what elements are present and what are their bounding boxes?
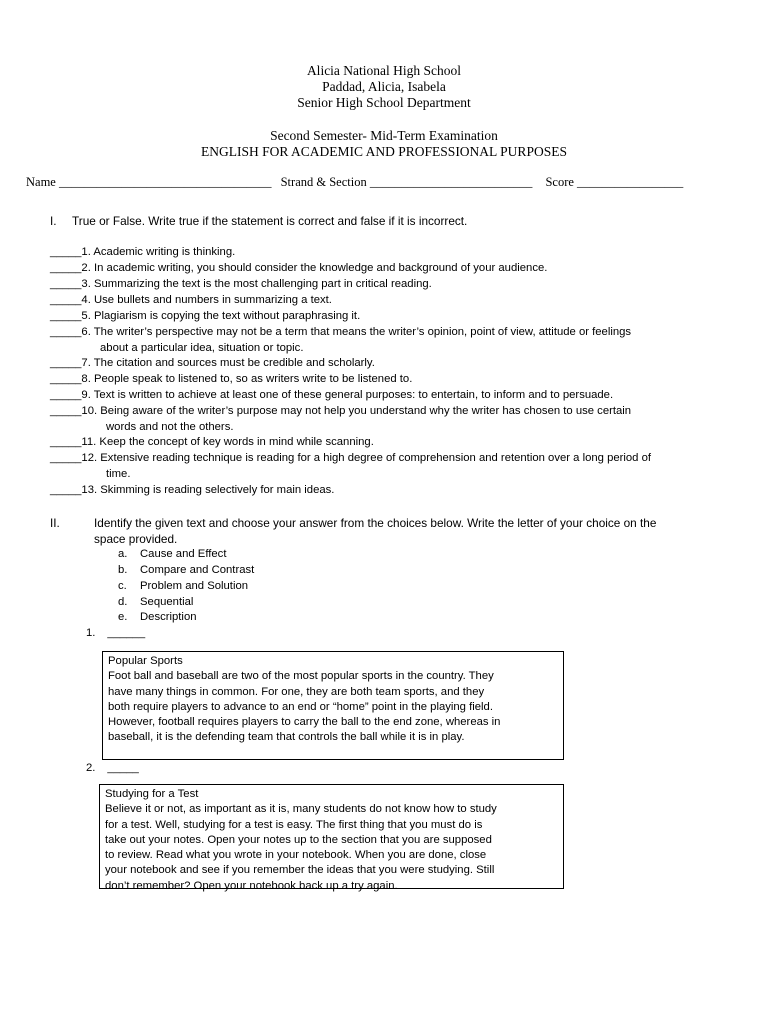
tf-item-5: _____5. Plagiarism is copying the text without paraphrasing it. xyxy=(50,310,361,322)
tf-item-12: _____12. Extensive reading technique is reading for a high degree of comprehension and retention over a long period of xyxy=(50,452,652,464)
exam-title: Second Semester- Mid-Term Examination xyxy=(270,128,498,143)
choice-text: Sequential xyxy=(140,596,194,608)
tf-item-1: _____1. Academic writing is thinking. xyxy=(50,246,236,258)
choice-text: Problem and Solution xyxy=(140,580,249,592)
tf-item-9: _____9. Text is written to achieve at least one of these general purposes: to entertain, to inform and to persuade. xyxy=(50,389,614,401)
tf-item-6: _____6. The writer’s perspective may not be a term that means the writer’s opinion, point of view, attitude or feelings xyxy=(50,326,632,338)
passage-line: Foot ball and baseball are two of the most popular sports in the country. They xyxy=(108,670,494,683)
tf-item-10-continued: words and not the others. xyxy=(106,421,234,433)
name-field[interactable]: Name __________________________________ xyxy=(26,175,272,189)
passage-line: baseball, it is the defending team that controls the ball while it is in play. xyxy=(108,731,465,744)
answer-blank-1[interactable]: ______ xyxy=(107,627,146,639)
passage-line: for a test. Well, studying for a test is easy. The first thing that you must do is xyxy=(105,818,483,831)
passage-line: take out your notes. Open your notes up to the section that you are supposed xyxy=(105,833,492,846)
choice-b xyxy=(118,564,254,576)
question-2-number xyxy=(86,762,139,774)
tf-item-6-continued: about a particular idea, situation or topic. xyxy=(100,342,304,354)
passage-line: have many things in common. For one, they are both team sports, and they xyxy=(108,685,485,698)
tf-item-3: _____3. Summarizing the text is the most challenging part in critical reading. xyxy=(50,278,432,290)
passage-line: However, football requires players to carry the ball to the end zone, whereas in xyxy=(108,716,501,729)
part2-instruction-continued: space provided. xyxy=(94,532,178,546)
passage-line: Believe it or not, as important as it is, many students do not know how to study xyxy=(105,803,497,816)
choice-letter: b. xyxy=(118,564,128,576)
department-name: Senior High School Department xyxy=(297,95,471,110)
choice-text: Description xyxy=(140,611,197,623)
choice-e xyxy=(118,611,197,623)
strand-field[interactable]: Strand & Section __________________________ xyxy=(280,175,533,189)
choice-text: Compare and Contrast xyxy=(140,564,255,576)
school-address: Paddad, Alicia, Isabela xyxy=(322,79,446,94)
part2-numeral: II. xyxy=(50,516,60,530)
passage-box-2 xyxy=(99,784,564,892)
choice-letter: c. xyxy=(118,580,127,592)
tf-item-7: _____7. The citation and sources must be credible and scholarly. xyxy=(50,357,375,369)
question-number: 2. xyxy=(86,762,96,774)
choice-d xyxy=(118,596,193,608)
tf-item-2: _____2. In academic writing, you should consider the knowledge and background of your audience. xyxy=(50,262,548,274)
passage-box-1 xyxy=(102,651,564,760)
tf-item-12-continued: time. xyxy=(106,468,131,480)
choice-c xyxy=(118,580,248,592)
school-name: Alicia National High School xyxy=(306,63,462,78)
part1-numeral: I. xyxy=(50,214,57,228)
answer-blank-2[interactable]: _____ xyxy=(107,762,139,774)
choice-text: Cause and Effect xyxy=(140,548,227,560)
tf-item-10: _____10. Being aware of the writer’s purpose may not help you understand why the writer has chosen to use certain xyxy=(50,405,632,417)
tf-item-4: _____4. Use bullets and numbers in summarizing a text. xyxy=(50,294,332,306)
score-field[interactable]: Score _________________ xyxy=(545,175,684,189)
part2-instruction: Identify the given text and choose your answer from the choices below. Write the letter of your choice on the xyxy=(94,516,657,530)
student-info-line xyxy=(26,175,683,190)
passage-line: don’t remember? Open your notebook back up a try again. xyxy=(105,879,398,892)
choice-letter: e. xyxy=(118,611,128,623)
choice-letter: d. xyxy=(118,596,128,608)
choice-a xyxy=(118,548,226,560)
tf-item-8: _____8. People speak to listened to, so as writers write to be listened to. xyxy=(50,373,413,385)
passage-title: Popular Sports xyxy=(108,655,183,667)
passage-line: to review. Read what you wrote in your notebook. When you are done, close xyxy=(105,849,487,862)
tf-item-13: _____13. Skimming is reading selectively for main ideas. xyxy=(50,484,335,496)
subject-title: ENGLISH FOR ACADEMIC AND PROFESSIONAL PURPOSES xyxy=(201,144,567,159)
part1-instruction: True or False. Write true if the statement is correct and false if it is incorrect. xyxy=(72,214,468,228)
passage-line: your notebook and see if you remember the ideas that you were studying. Still xyxy=(105,864,495,877)
question-1-number xyxy=(86,627,145,639)
choice-letter: a. xyxy=(118,548,128,560)
question-number: 1. xyxy=(86,627,96,639)
passage-title: Studying for a Test xyxy=(105,788,199,800)
tf-item-11: _____11. Keep the concept of key words in mind while scanning. xyxy=(50,436,374,448)
passage-line: both require players to advance to an end or “home” point in the playing field. xyxy=(108,700,493,713)
